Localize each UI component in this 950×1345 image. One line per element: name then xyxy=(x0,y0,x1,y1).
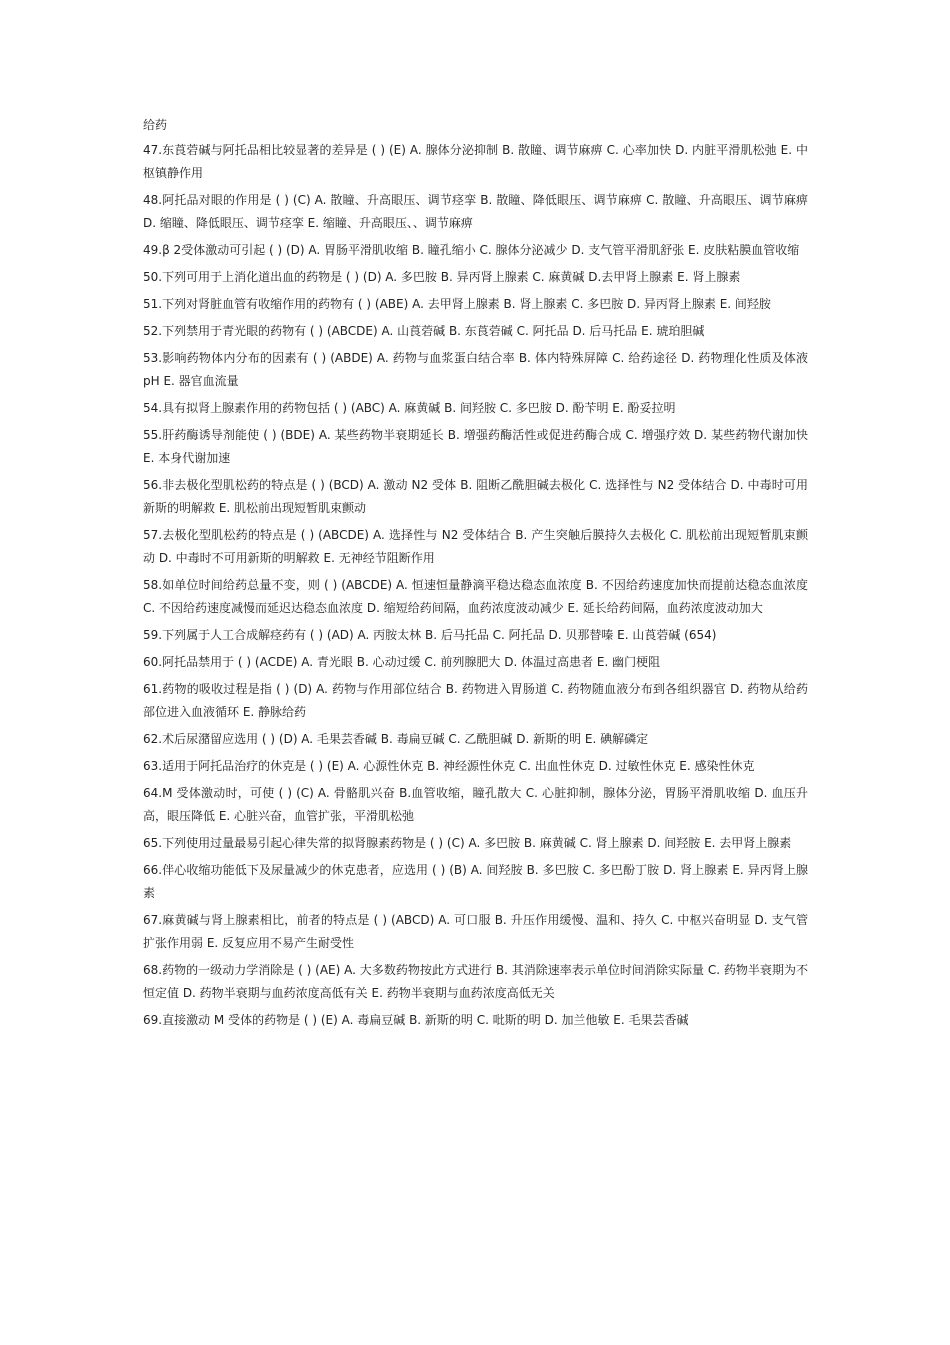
question-69: 69.直接激动 M 受体的药物是 ( ) (E) A. 毒扁豆碱 B. 新斯的明 C. 吡斯的明 D. 加兰他敏 E. 毛果芸香碱 xyxy=(143,1013,689,1027)
question-58: 58.如单位时间给药总量不变，则 ( ) (ABCDE) A. 恒速恒量静滴平稳达稳态血浓度 B. 不因给药速度加快而提前达稳态血浓度 C. 不因给药速度减慢而延迟达稳态血浓度 D. 缩短给药间隔，血药浓度波动减少 E. 延长给药间隔，血药浓度波动加大 xyxy=(143,578,808,615)
question-48: 48.阿托品对眼的作用是 ( ) (C) A. 散瞳、升高眼压、调节痉挛 B. 散瞳、降低眼压、调节麻痹 C. 散瞳、升高眼压、调节麻痹 D. 缩瞳、降低眼压、调节痉挛 E. 缩瞳、升高眼压、、调节麻痹 xyxy=(143,193,808,230)
question-64: 64.M 受体激动时，可使 ( ) (C) A. 骨骼肌兴奋 B.血管收缩，瞳孔散大 C. 心脏抑制，腺体分泌，胃肠平滑肌收缩 D. 血压升高，眼压降低 E. 心脏兴奋，血管扩张，平滑肌松弛 xyxy=(143,786,808,823)
question-68: 68.药物的一级动力学消除是 ( ) (AE) A. 大多数药物按此方式进行 B. 其消除速率表示单位时间消除实际量 C. 药物半衰期为不恒定值 D. 药物半衰期与血药浓度高低有关 E. 药物半衰期与血药浓度高低无关 xyxy=(143,963,808,1000)
question-56: 56.非去极化型肌松药的特点是 ( ) (BCD) A. 激动 N2 受体 B. 阻断乙酰胆碱去极化 C. 选择性与 N2 受体结合 D. 中毒时可用新斯的明解救 E. 肌松前出现短暂肌束颤动 xyxy=(143,478,808,515)
question-62: 62.术后尿潴留应选用 ( ) (D) A. 毛果芸香碱 B. 毒扁豆碱 C. 乙酰胆碱 D. 新斯的明 E. 碘解磷定 xyxy=(143,732,649,746)
question-63: 63.适用于阿托品治疗的休克是 ( ) (E) A. 心源性休克 B. 神经源性休克 C. 出血性休克 D. 过敏性休克 E. 感染性休克 xyxy=(143,759,755,773)
question-50: 50.下列可用于上消化道出血的药物是 ( ) (D) A. 多巴胺 B. 异丙肾上腺素 C. 麻黄碱 D.去甲肾上腺素 E. 肾上腺素 xyxy=(143,270,741,284)
question-52: 52.下列禁用于青光眼的药物有 ( ) (ABCDE) A. 山莨菪碱 B. 东莨菪碱 C. 阿托品 D. 后马托品 E. 琥珀胆碱 xyxy=(143,324,705,338)
question-54: 54.具有拟肾上腺素作用的药物包括 ( ) (ABC) A. 麻黄碱 B. 间羟胺 C. 多巴胺 D. 酚苄明 E. 酚妥拉明 xyxy=(143,401,676,415)
question-60: 60.阿托品禁用于 ( ) (ACDE) A. 青光眼 B. 心动过缓 C. 前列腺肥大 D. 体温过高患者 E. 幽门梗阻 xyxy=(143,655,661,669)
question-53: 53.影响药物体内分布的因素有 ( ) (ABDE) A. 药物与血浆蛋白结合率 B. 体内特殊屏障 C. 给药途径 D. 药物理化性质及体液 pH E. 器官血流量 xyxy=(143,351,808,388)
question-55: 55.肝药酶诱导剂能使 ( ) (BDE) A. 某些药物半衰期延长 B. 增强药酶活性或促进药酶合成 C. 增强疗效 D. 某些药物代谢加快 E. 本身代谢加速 xyxy=(143,428,808,465)
text-fragment: 给药 xyxy=(143,118,168,132)
document-body xyxy=(143,114,808,1036)
question-65: 65.下列使用过量最易引起心律失常的拟肾腺素药物是 ( ) (C) A. 多巴胺 B. 麻黄碱 C. 肾上腺素 D. 间羟胺 E. 去甲肾上腺素 xyxy=(143,836,792,850)
question-47: 47.东莨菪碱与阿托品相比较显著的差异是 ( ) (E) A. 腺体分泌抑制 B. 散瞳、调节麻痹 C. 心率加快 D. 内脏平滑肌松弛 E. 中枢镇静作用 xyxy=(143,143,808,180)
question-66: 66.伴心收缩功能低下及尿量减少的休克患者，应选用 ( ) (B) A. 间羟胺 B. 多巴胺 C. 多巴酚丁胺 D. 肾上腺素 E. 异丙肾上腺素 xyxy=(143,863,808,900)
question-67: 67.麻黄碱与肾上腺素相比，前者的特点是 ( ) (ABCD) A. 可口服 B. 升压作用缓慢、温和、持久 C. 中枢兴奋明显 D. 支气管扩张作用弱 E. 反复应用不易产生耐受性 xyxy=(143,913,808,950)
question-51: 51.下列对肾脏血管有收缩作用的药物有 ( ) (ABE) A. 去甲肾上腺素 B. 肾上腺素 C. 多巴胺 D. 异丙肾上腺素 E. 间羟胺 xyxy=(143,297,771,311)
question-49: 49.β 2受体激动可引起 ( ) (D) A. 胃肠平滑肌收缩 B. 瞳孔缩小 C. 腺体分泌减少 D. 支气管平滑肌舒张 E. 皮肤粘膜血管收缩 xyxy=(143,243,800,257)
question-61: 61.药物的吸收过程是指 ( ) (D) A. 药物与作用部位结合 B. 药物进入胃肠道 C. 药物随血液分布到各组织器官 D. 药物从给药部位进入血液循环 E. 静脉给药 xyxy=(143,682,808,719)
question-57: 57.去极化型肌松药的特点是 ( ) (ABCDE) A. 选择性与 N2 受体结合 B. 产生突触后膜持久去极化 C. 肌松前出现短暂肌束颤动 D. 中毒时不可用新斯的明解救 E. 无神经节阻断作用 xyxy=(143,528,808,565)
question-59: 59.下列属于人工合成解痉药有 ( ) (AD) A. 丙胺太林 B. 后马托品 C. 阿托品 D. 贝那替嗪 E. 山莨菪碱 (654) xyxy=(143,628,717,642)
